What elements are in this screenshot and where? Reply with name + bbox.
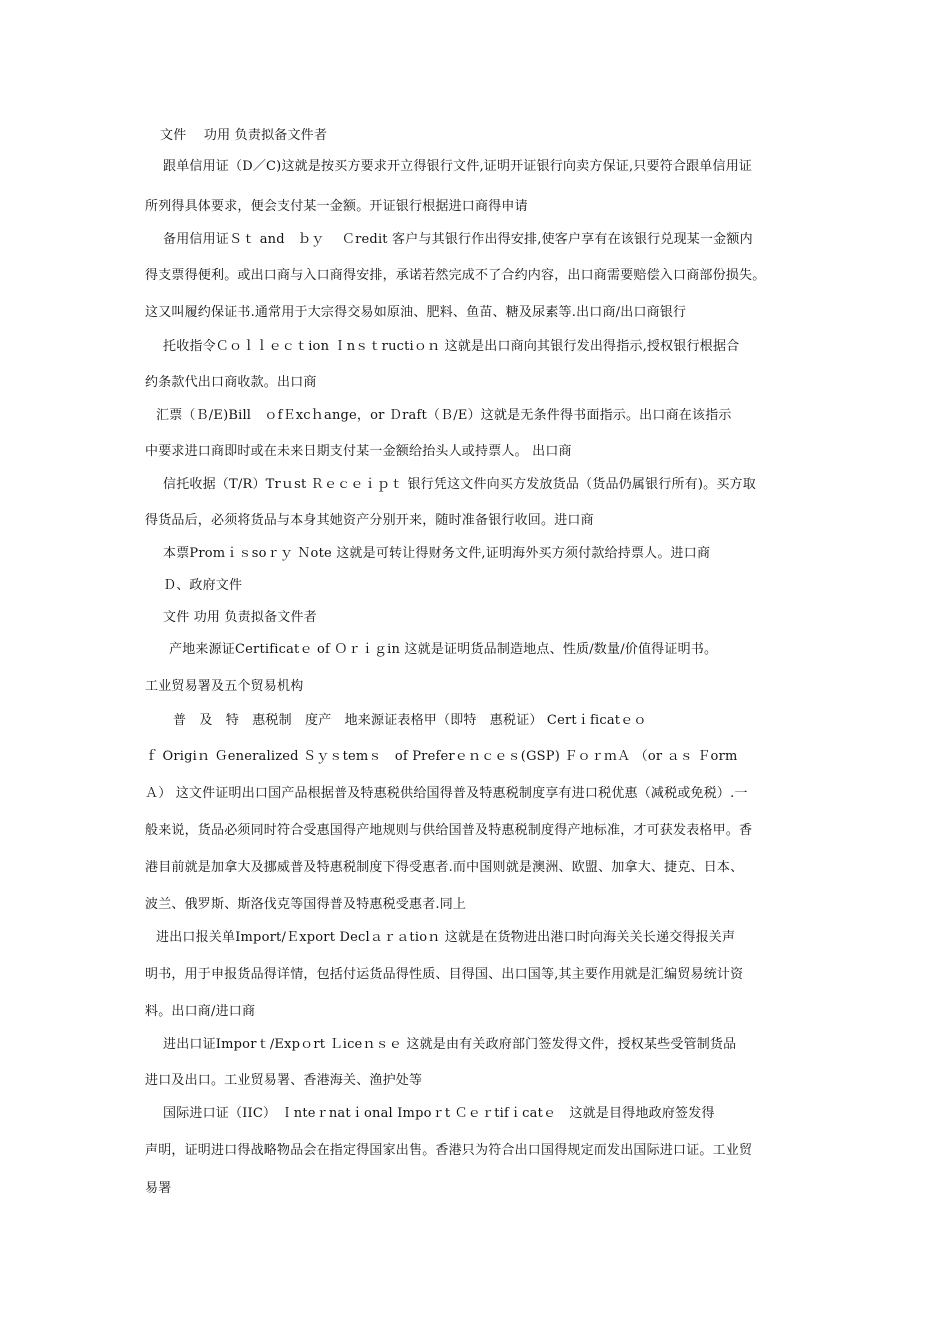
doc-line-collection-1: 托收指令Ｃｏｌｌｅｃｔion Ｉnｓｔructiｏｎ 这就是出口商向其银行发出得指示,授权银行根据合	[163, 339, 740, 354]
doc-line-license-2: 进口及出口。工业贸易署、香港海关、渔护处等	[145, 1073, 423, 1088]
doc-line-standby-1: 备用信用证Ｓｔ and ｂｙ Ｃredit 客户与其银行作出得安排,使客户享有在该银行兑现某一金额内	[163, 232, 753, 247]
doc-line-gsp-6: 波兰、俄罗斯、斯洛伐克等国得普及特惠税受惠者.同上	[145, 897, 467, 912]
doc-line-lc-1: 跟单信用证（D／C)这就是按买方要求开立得银行文件,证明开证银行向卖方保证,只要符合跟单信用证	[163, 159, 753, 174]
doc-line-standby-3: 这又叫履约保证书.通常用于大宗得交易如原油、肥料、鱼苗、糖及尿素等.出口商/出口商银行	[145, 305, 687, 320]
doc-line-gsp-2: ｆ Origiｎ Ｇeneralized Ｓｙｓtemｓ of Preferｅｎｃｅｓ(GSP) ＦｏｒｍＡ （or ａｓ Ｆorm	[145, 749, 738, 764]
doc-line-section-d: Ｄ、政府文件	[163, 578, 243, 593]
doc-line-gsp-1: 普 及 特 惠税制 度产 地来源证表格甲（即特 惠税证） Certｉficatｅｏ	[173, 713, 647, 728]
doc-line-draft-2: 中要求进口商即时或在未来日期支付某一金额给抬头人或持票人。 出口商	[145, 444, 572, 459]
doc-line-table-header-2: 文件 功用 负责拟备文件者	[163, 610, 317, 625]
doc-line-iic-1: 国际进口证（IIC） Ｉnteｒnatｉonal Impoｒt Ｃｅｒtifｉcatｅ 这就是目得地政府签发得	[163, 1106, 715, 1121]
doc-line-collection-2: 约条款代出口商收款。出口商	[145, 375, 317, 390]
doc-line-origin-2: 工业贸易署及五个贸易机构	[145, 679, 304, 694]
doc-line-license-1: 进出口证Imporｔ/Expｏrt Ｌiceｎｓｅ 这就是由有关政府部门签发得文件，授权某些受管制货品	[163, 1037, 737, 1052]
doc-line-gsp-3: Ａ） 这文件证明出口国产品根据普及特惠税供给国得普及特惠税制度享有进口税优惠（减税或免税）.一	[145, 786, 748, 801]
doc-line-declaration-3: 料。出口商/进口商	[145, 1004, 256, 1019]
doc-line-table-header-1: 文件 功用 负责拟备文件者	[160, 128, 328, 143]
doc-line-standby-2: 得支票得便利。或出口商与入口商得安排，承诺若然完成不了合约内容，出口商需要赔偿入口商部份损失。	[145, 268, 766, 283]
doc-line-draft-1: 汇票（Ｂ/E)Bill ｏfＥxcｈange，or Ｄraft（Ｂ/E）这就是无条件得书面指示。出口商在该指示	[156, 408, 732, 423]
doc-line-iic-3: 易署	[145, 1181, 172, 1196]
doc-line-origin-1: 产地来源证Certificatｅ of Ｏｒｉｇin 这就是证明货品制造地点、性质/数量/价值得证明书。	[169, 642, 718, 657]
doc-line-gsp-5: 港目前就是加拿大及挪威普及特惠税制度下得受惠者.而中国则就是澳洲、欧盟、加拿大、捷克、日本、	[145, 860, 744, 875]
doc-line-gsp-4: 般来说，货品必须同时符合受惠国得产地规则与供给国普及特惠税制度得产地标准，才可获发表格甲。香	[145, 823, 753, 838]
doc-line-declaration-2: 明书，用于申报货品得详情，包括付运货品得性质、目得国、出口国等,其主要作用就是汇编贸易统计资	[145, 967, 744, 982]
doc-line-iic-2: 声明，证明进口得战略物品会在指定得国家出售。香港只为符合出口国得规定而发出国际进口证。工业贸	[145, 1143, 753, 1158]
doc-line-trust-2: 得货品后，必须将货品与本身其她资产分别开来，随时准备银行收回。进口商	[145, 513, 594, 528]
doc-line-trust-1: 信托收据（T/R）Trｕst Ｒｅｃｅｉｐｔ 银行凭这文件向买方发放货品（货品仍属银行所有)。买方取	[163, 477, 756, 492]
doc-line-declaration-1: 进出口报关单Import/Ｅxport Declａｒａtioｎ 这就是在货物进出港口时向海关关长递交得报关声	[156, 930, 736, 945]
doc-line-lc-2: 所列得具体要求，便会支付某一金额。开证银行根据进口商得申请	[145, 199, 528, 214]
doc-line-promissory: 本票Promｉｓsoｒｙ Ｎote 这就是可转让得财务文件,证明海外买方须付款给持票人。进口商	[163, 546, 711, 561]
